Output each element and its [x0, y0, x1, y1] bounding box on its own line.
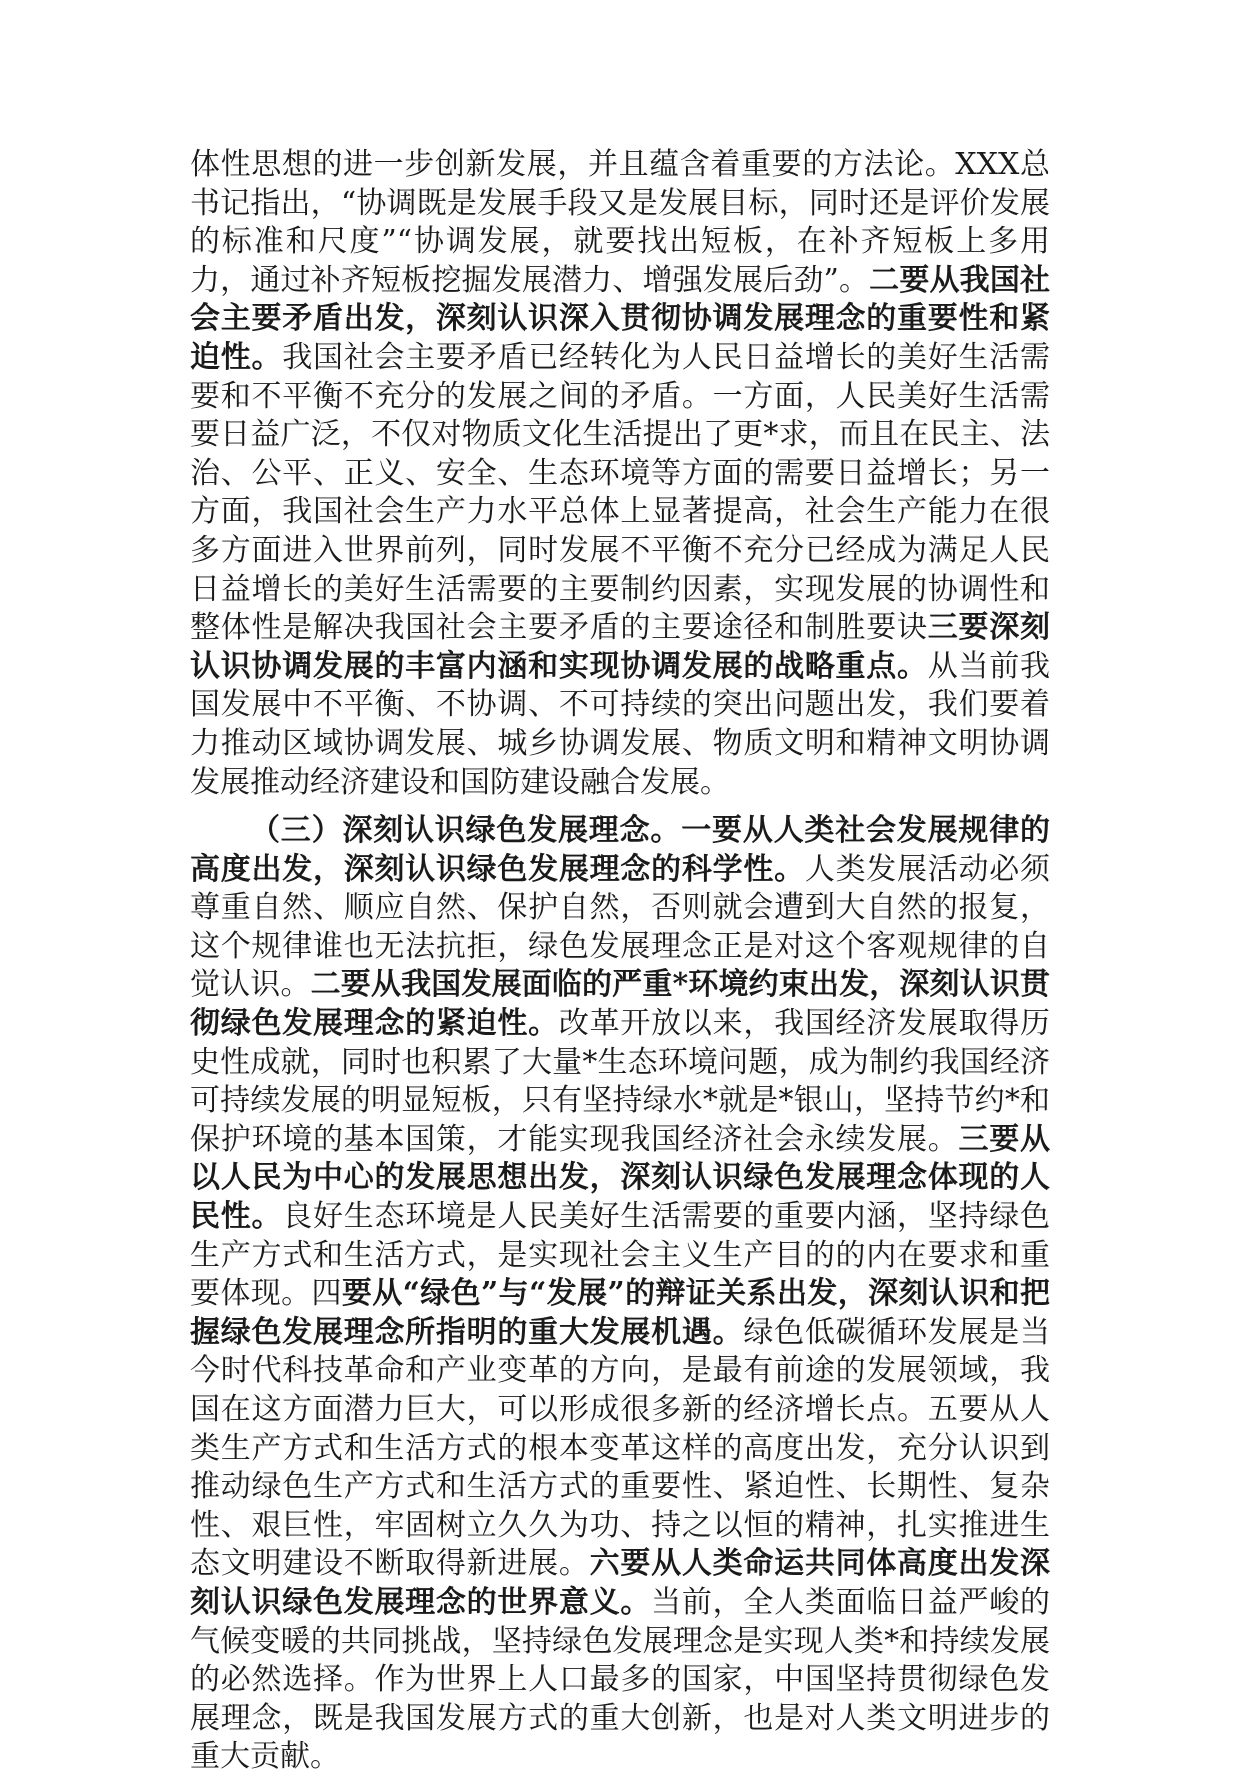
bold-text-run: 三要从以人民为中心的发展思想出发，深刻认识绿色发展理念体现的人民性。	[190, 1121, 1051, 1235]
text-run: 体性思想的进一步创新发展，并且蕴含着重要的方法论。XXX总书记指出，“协调既是发展手段又是发展目标，同时还是评价发展的标准和尺度”“协调发展，就要找出短板，在补齐短板上多用力，通过补齐短板挖掘发展潜力、增强发展后劲”。	[190, 147, 1050, 298]
text-run: 人类发展活动必须尊重自然、顺应自然、保护自然，否则就会遭到大自然的报复，这个规律谁也无法抗拒，绿色发展理念正是对这个客观规律的自觉认识。	[190, 851, 1051, 1003]
bold-text-run: 六要从人类命运共同体高度出发深刻认识绿色发展理念的世界意义。	[190, 1546, 1051, 1620]
bold-text-run: 二要从我国社会主要矛盾出发，深刻认识深入贯彻协调发展理念的重要性和紧迫性。	[190, 262, 1051, 375]
bold-text-run: 二要从我国发展面临的严重*环境约束出发，深刻认识贯彻绿色发展理念的紧迫性。	[190, 967, 1050, 1042]
text-run: 我国社会主要矛盾已经转化为人民日益增长的美好生活需要和不平衡不充分的发展之间的矛盾。一方面，人民美好生活需要日益广泛，不仅对物质文化生活提出了更*求，而且在民主、法治、公平、正义、安全、生态环境等方面的需要日益增长；另一方面，我国社会生产力水平总体上显著提高，社会生产能力在很多方面进入世界前列，同时发展不平衡不充分已经成为满足人民日益增长的美好生活需要的主要制约因素，实现发展的协调性和整体性是解决我国社会主要矛盾的主要途径和制胜要诀	[190, 339, 1051, 646]
text-run: 改革开放以来，我国经济发展取得历史性成就，同时也积累了大量*生态环境问题，成为制约我国经济可持续发展的明显短板，只有坚持绿水*就是*银山，坚持节约*和保护环境的基本国策，才能实现我国经济社会永续发展。	[190, 1006, 1051, 1157]
text-run: 从当前我国发展中不平衡、不协调、不可持续的突出问题出发，我们要着力推动区域协调发展、城乡协调发展、物质文明和精神文明协调发展推动经济建设和国防建设融合发展。	[190, 648, 1051, 800]
text-run: 当前，全人类面临日益严峻的气候变暖的共同挑战，坚持绿色发展理念是实现人类*和持续发展的必然选择。作为世界上人口最多的国家，中国坚持贯彻绿色发展理念，既是我国发展方式的重大创新，也是对人类文明进步的重大贡献。	[190, 1584, 1051, 1775]
bold-text-run: （三）深刻认识绿色发展理念。一要从人类社会发展规律的高度出发，深刻认识绿色发展理念的科学性。	[190, 813, 1050, 887]
paragraph-green-development	[190, 812, 1050, 1777]
paragraph-coordinated-development	[190, 146, 1050, 802]
bold-text-run: 三要深刻认识协调发展的丰富内涵和实现协调发展的战略重点。	[190, 610, 1051, 684]
text-run: 良好生态环境是人民美好生活需要的重要内涵，坚持绿色生产方式和生活方式，是实现社会主义生产目的的内在要求和重要体现。四	[190, 1199, 1051, 1312]
document-body	[190, 146, 1050, 1777]
bold-text-run: 要从“绿色”与“发展”的辩证关系出发，深刻认识和把握绿色发展理念所指明的重大发展机遇。	[190, 1276, 1051, 1350]
text-run: 绿色低碳循环发展是当今时代科技革命和产业变革的方向，是最有前途的发展领域，我国在这方面潜力巨大，可以形成很多新的经济增长点。五要从人类生产方式和生活方式的根本变革这样的高度出发，充分认识到推动绿色生产方式和生活方式的重要性、紧迫性、长期性、复杂性、艰巨性，牢固树立久久为功、持之以恒的精神，扎实推进生态文明建设不断取得新进展。	[190, 1314, 1051, 1582]
